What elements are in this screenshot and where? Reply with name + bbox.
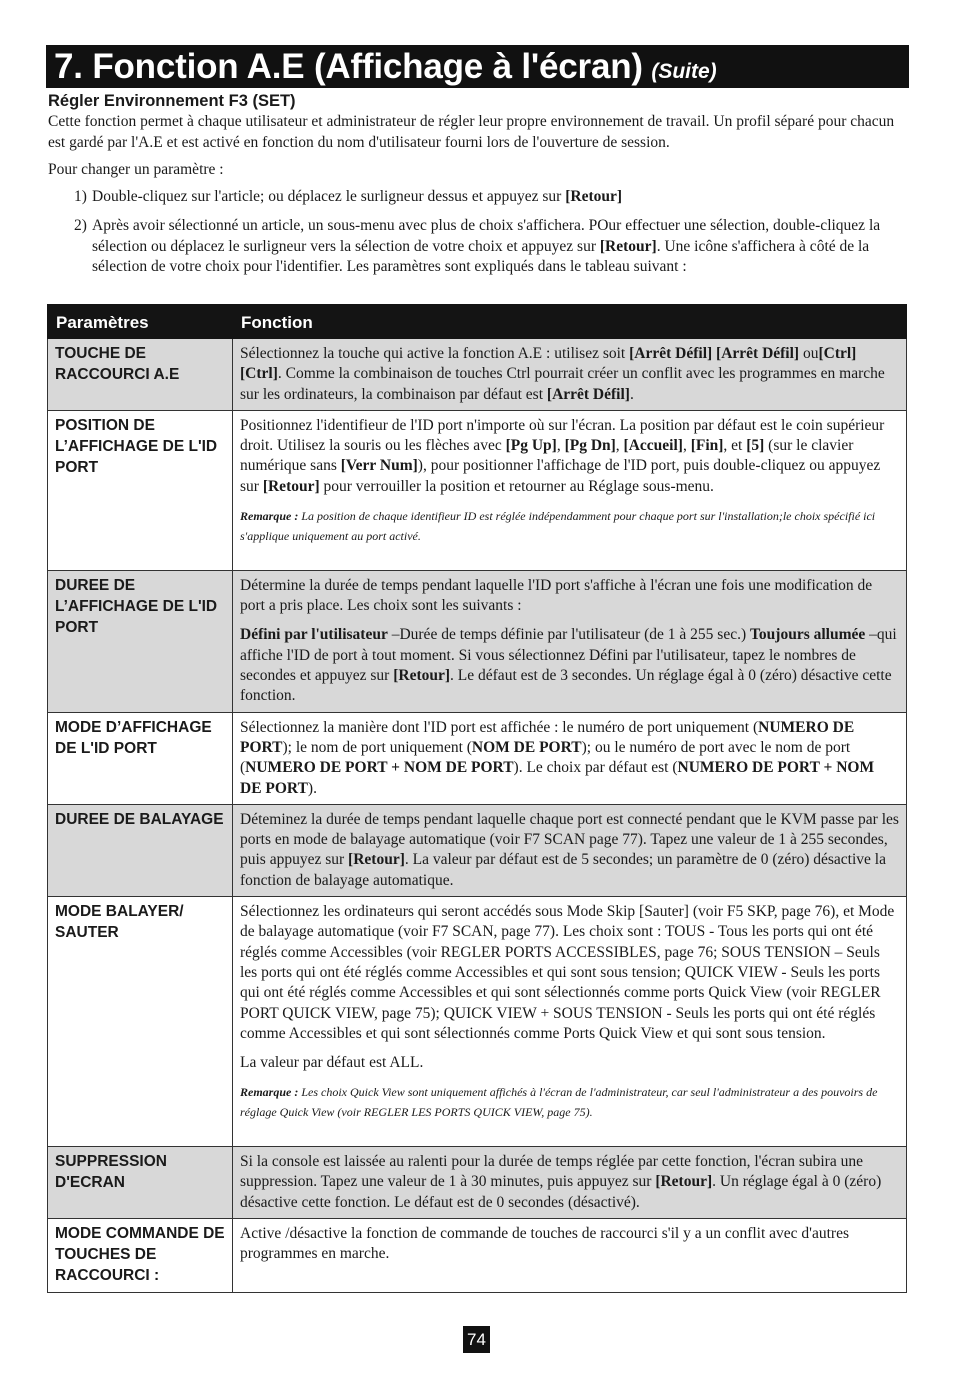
param-name: MODE D’AFFICHAGE DE L'ID PORT (48, 712, 233, 804)
param-description: Positionnez l'identifieur de l'ID port n'importe où sur l'écran. La position par défaut est le coin supérieur droit. Utilisez la souris ou les flèches avec [Pg Up], [Pg Dn], [Accueil], [Fin], et [5] (sur le clavier numérique sans [Verr Num]), pour positionner l'affichage de l'ID port, puis double-cliquez ou appuyez sur [Retour] pour verrouiller la position et retourner au Réglage sous-menu. Remarque : La position de chaque identifieur ID est réglée indépendamment pour chaque port sur l'installation;le choix spécifié ici s'applique uniquement au port activé. (233, 410, 907, 570)
param-name: MODE COMMANDE DE TOUCHES DE RACCOURCI : (48, 1218, 233, 1292)
table-header-row (48, 305, 907, 339)
table-row (48, 570, 907, 712)
param-description: Si la console est laissée au ralenti pour la durée de temps réglée par cette fonction, l'écran subira une suppression. Tapez une valeur de 1 à 30 minutes, puis appuyez sur [Retour]. Un réglage égal à 0 (zéro) désactive cette fonction. Le défaut est de 0 secondes (désactivé). (233, 1147, 907, 1219)
step-text: Après avoir sélectionné un article, un sous-menu avec plus de choix s'affichera. POur effectuer une sélection, double-cliquez la sélection ou déplacez le surligneur vers la sélection de votre choix et appuyez sur [Retour]. Une icône s'affichera à côté de la sélection de votre choix pour l'identifier. Les paramètres sont expliqués dans le tableau suivant : (92, 217, 881, 275)
intro-lead: Pour changer un paramètre : (48, 161, 224, 178)
param-description: Sélectionnez la manière dont l'ID port est affichée : le numéro de port uniquement (NUMERO DE PORT); le nom de port uniquement (NOM DE PORT); ou le numéro de port avec le nom de port (NUMERO DE PORT + NOM DE PORT). Le choix par défaut est (NUMERO DE PORT + NOM DE PORT). (233, 712, 907, 804)
page-number: 74 (463, 1326, 490, 1353)
intro-paragraph: Cette fonction permet à chaque utilisateur et administrateur de régler leur propre environnement de travail. Un profil séparé pour chacun est gardé par l'A.E et est activé en fonction du nom d'utilisateur fourni lors de l'ouverture de session. (48, 113, 895, 151)
param-description: Déteminez la durée de temps pendant laquelle chaque port est connecté pendant que le KVM passe par les ports en mode de balayage automatique (voir F7 SCAN page 77). Tapez une valeur de 1 à 255 secondes, puis appuyez sur [Retour]. La valeur par défaut est de 5 secondes; un paramètre de 0 (zéro) désactive la fonction de balayage automatique. (233, 804, 907, 896)
page-title-suffix: (Suite) (651, 60, 717, 83)
param-description: Active /désactive la fonction de commande de touches de raccourci s'il y a un conflit avec d'autres programmes en marche. (233, 1218, 907, 1292)
param-name: DUREE DE L’AFFICHAGE DE L'ID PORT (48, 570, 233, 712)
param-name: SUPPRESSION D'ECRAN (48, 1147, 233, 1219)
table-row (48, 1218, 907, 1292)
param-description: Sélectionnez les ordinateurs qui seront accédés sous Mode Skip [Sauter] (voir F5 SKP, page 76), et Mode de balayage automatique (voir F7 SCAN, page 77). Les choix sont : TOUS - Tous les ports qui ont été réglés comme Accessibles (voir REGLER PORTS ACCESSIBLES, page 76; SOUS TENSION – Seuls les ports qui ont été réglés comme Accessibles et qui sont sous tension; QUICK VIEW - Seuls les ports qui ont été réglés comme Accessibles et qui sont sélectionnés comme ports Quick View (voir REGLER PORT QUICK VIEW, page 75); QUICK VIEW + SOUS TENSION - Seuls les ports qui ont été réglés comme Accessibles et qui sont sélectionnés comme Ports Quick View et qui sont sous tension. La valeur par défaut est ALL. Remarque : Les choix Quick View sont uniquement affichés à l'écran de l'administrateur, car seul l'administrateur a des pouvoirs de réglage Quick View (voir REGLER LES PORTS QUICK VIEW, page 75). (233, 897, 907, 1147)
column-header-fonction: Fonction (233, 305, 907, 339)
param-description: Sélectionnez la touche qui active la fonction A.E : utilisez soit [Arrêt Défil] [Arrêt Défil] ou[Ctrl] [Ctrl]. Comme la combinaison de touches Ctrl pourrait créer un conflit avec les programmes en marche sur les ordinateurs, la combinaison par défaut est [Arrêt Défil]. (233, 339, 907, 411)
note: Remarque : Les choix Quick View sont uniquement affichés à l'écran de l'administrateur, car seul l'administrateur a des pouvoirs de réglage Quick View (voir REGLER LES PORTS QUICK VIEW, page 75). (240, 1085, 878, 1119)
page-title: 7. Fonction A.E (Affichage à l'écran) (54, 47, 643, 86)
parameters-table (47, 304, 907, 1293)
step-1 (74, 187, 908, 208)
table-row (48, 804, 907, 896)
title-bar (46, 45, 909, 88)
table-row (48, 410, 907, 570)
section-heading: Régler Environnement F3 (SET) (48, 92, 296, 110)
param-name: TOUCHE DE RACCOURCI A.E (48, 339, 233, 411)
step-text: Double-cliquez sur l'article; ou déplacez le surligneur dessus et appuyez sur [Retour] (92, 188, 623, 205)
intro-text (48, 112, 908, 153)
step-number: 2) (74, 217, 87, 234)
param-description: Détermine la durée de temps pendant laquelle l'ID port s'affiche à l'écran une fois une modification de port a pris place. Les choix sont les suivants : Défini par l'utilisateur –Durée de temps définie par l'utilisateur (de 1 à 255 sec.) Toujours allumée –qui affiche l'ID de port à tout moment. Si vous sélectionnez Défini par l'utilisateur, tapez le nombres de secondes et appuyez sur [Retour]. Le défaut est de 3 secondes. Un réglage égal à 0 (zéro) désactive cette fonction. (233, 570, 907, 712)
column-header-parametres: Paramètres (48, 305, 233, 339)
note: Remarque : La position de chaque identifieur ID est réglée indépendamment pour chaque port sur l'installation;le choix spécifié ici s'applique uniquement au port activé. (240, 509, 876, 543)
table-row (48, 712, 907, 804)
param-name: POSITION DE L’AFFICHAGE DE L'ID PORT (48, 410, 233, 570)
step-number: 1) (74, 188, 87, 205)
key-label: [Retour] (599, 237, 657, 255)
key-label: [Retour] (565, 188, 623, 205)
param-name: DUREE DE BALAYAGE (48, 804, 233, 896)
table-row (48, 339, 907, 411)
table-row (48, 897, 907, 1147)
param-name: MODE BALAYER/ SAUTER (48, 897, 233, 1147)
table-row (48, 1147, 907, 1219)
step-2 (74, 216, 910, 278)
